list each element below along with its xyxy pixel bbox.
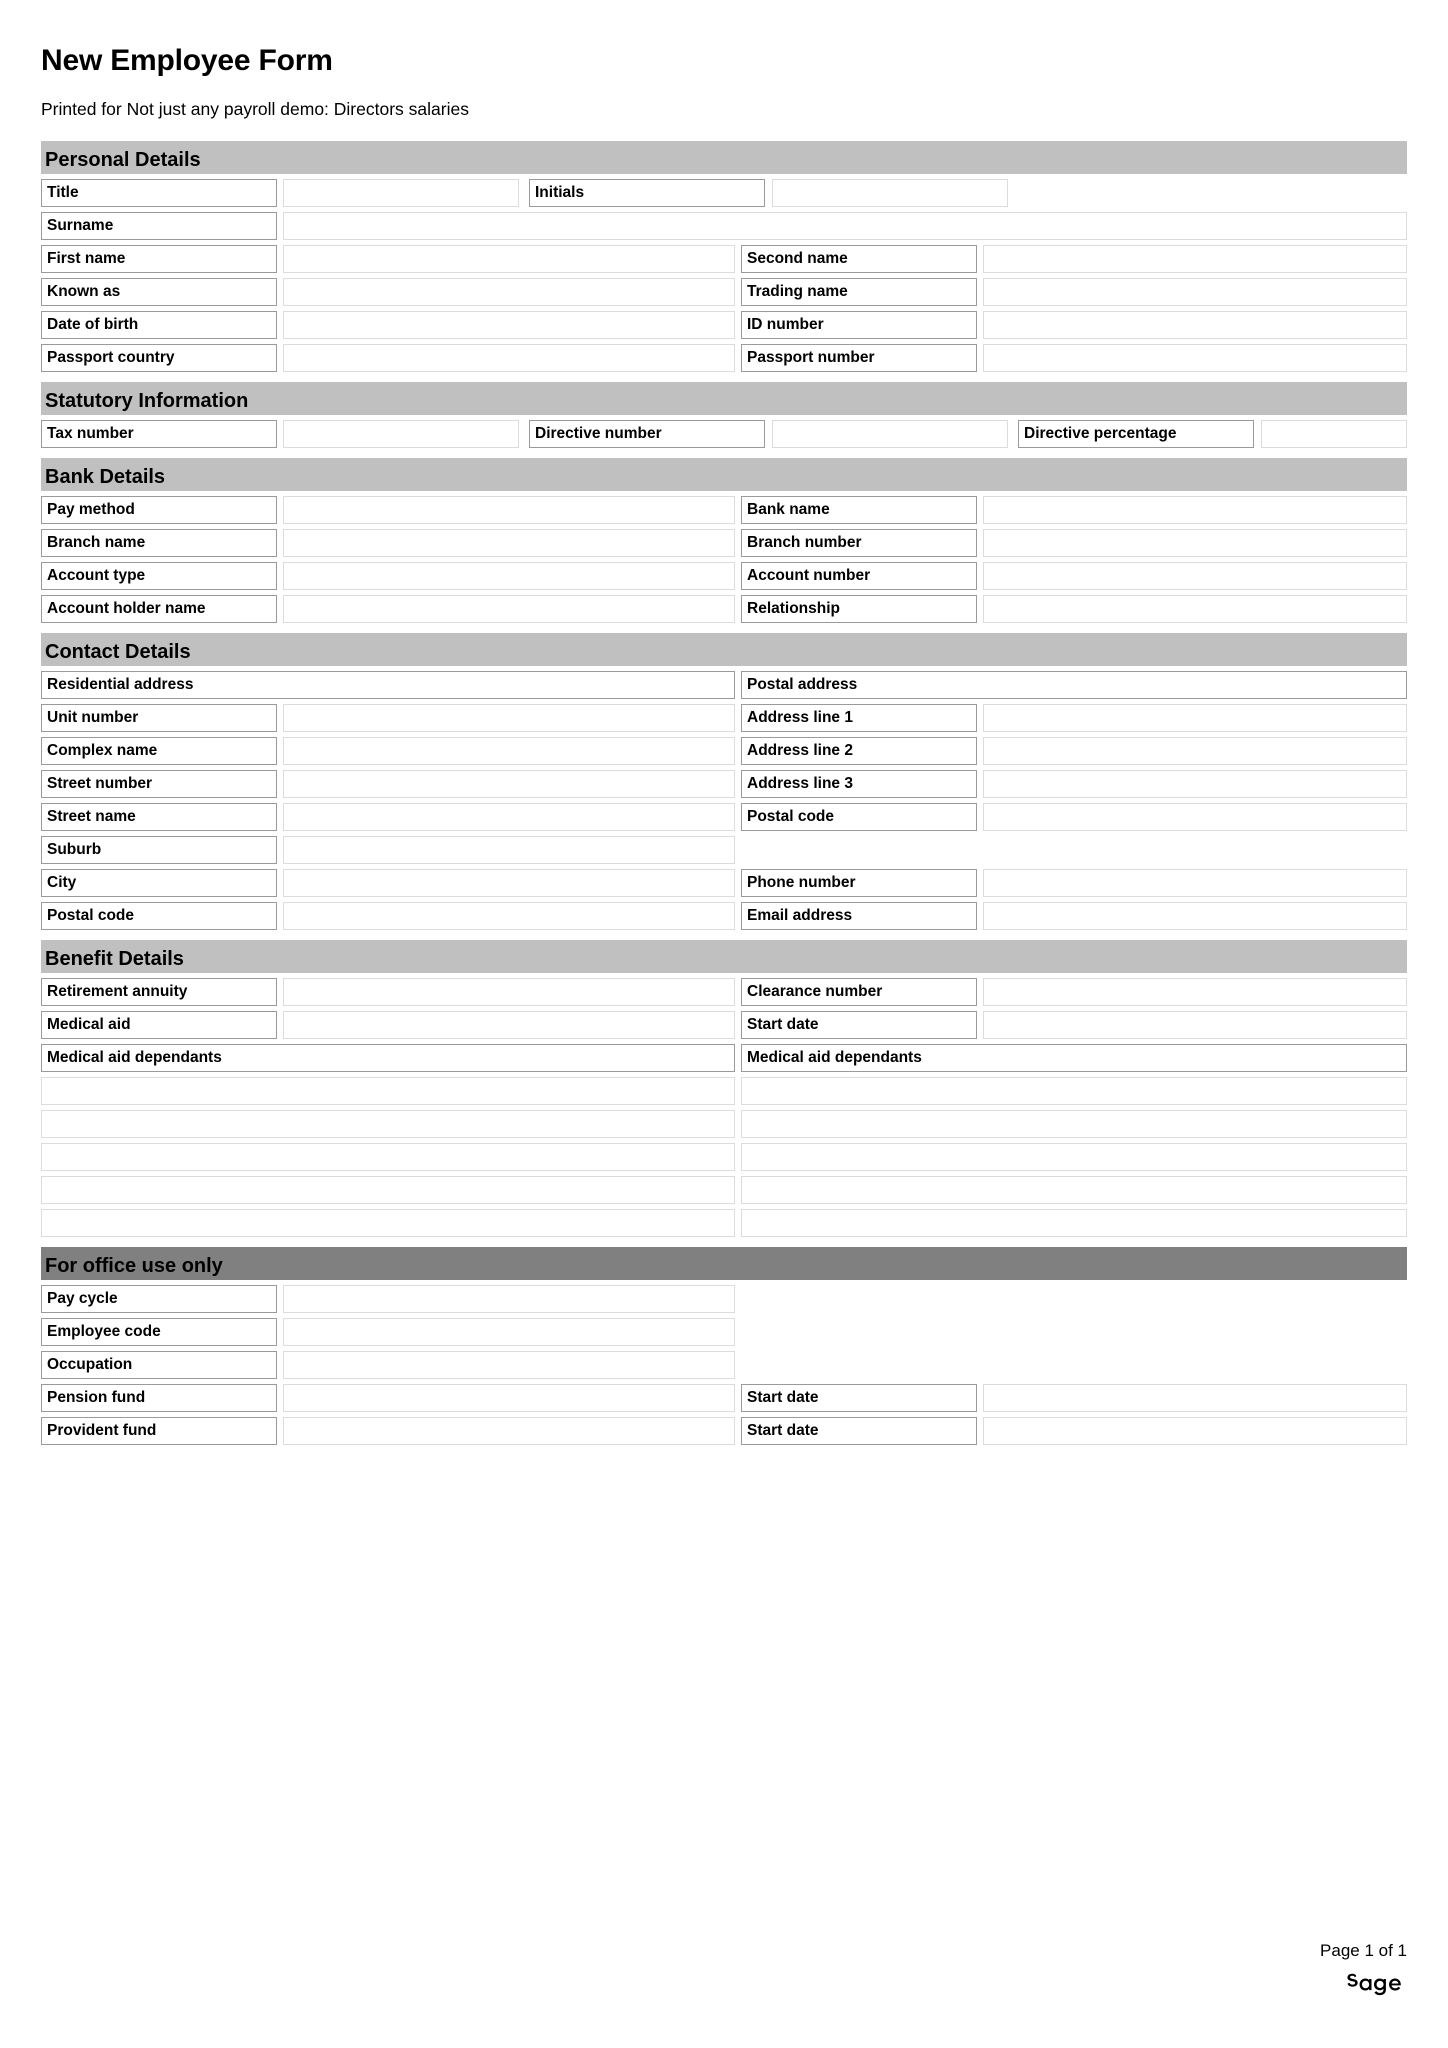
field-value-input[interactable] [283,978,735,1006]
form-row [41,1176,1407,1204]
form-row [41,212,1407,240]
dependant-entry-input[interactable] [41,1176,735,1204]
form-row [41,902,1407,930]
field-label: Directive percentage [1018,420,1254,448]
field-value-input[interactable] [983,245,1407,273]
field-label: Start date [741,1011,977,1039]
field-value-input[interactable] [283,496,735,524]
field-value-input[interactable] [283,278,735,306]
field-label: Bank name [741,496,977,524]
row-trailing-space [1008,179,1407,207]
form-row [41,1077,1407,1105]
form-row [41,1417,1407,1445]
field-label: Passport country [41,344,277,372]
field-label: Date of birth [41,311,277,339]
field-label: City [41,869,277,897]
field-label: Start date [741,1384,977,1412]
field-label: Surname [41,212,277,240]
sage-logo [1341,1969,1407,2004]
row-trailing-space [735,1351,1407,1379]
field-value-input[interactable] [983,1417,1407,1445]
field-label: Address line 1 [741,704,977,732]
field-label: Suburb [41,836,277,864]
dependant-entry-input[interactable] [741,1143,1407,1171]
field-label: Branch number [741,529,977,557]
field-value-input[interactable] [283,803,735,831]
form-row [41,1011,1407,1039]
field-label: ID number [741,311,977,339]
form-row [41,836,1407,864]
form-row [41,562,1407,590]
field-label: Street number [41,770,277,798]
field-label: Tax number [41,420,277,448]
form-row [41,529,1407,557]
field-label: Clearance number [741,978,977,1006]
page-footer [987,1941,1407,2004]
row-trailing-space [735,1318,1407,1346]
form-row [41,179,1407,207]
form-row [41,737,1407,765]
field-value-input[interactable] [283,704,735,732]
field-label: Retirement annuity [41,978,277,1006]
dependant-entry-input[interactable] [41,1077,735,1105]
section-header-personal-details: Personal Details [41,141,1407,174]
field-value-input[interactable] [983,529,1407,557]
section-header-contact-details: Contact Details [41,633,1407,666]
field-value-input[interactable] [283,1318,735,1346]
section-header-statutory-information: Statutory Information [41,382,1407,415]
field-label: Phone number [741,869,977,897]
field-value-input[interactable] [283,420,519,448]
field-value-input[interactable] [283,869,735,897]
form-row [41,496,1407,524]
form-row [41,1318,1407,1346]
form-sections [41,141,1407,1445]
field-value-input[interactable] [283,1351,735,1379]
field-value-input[interactable] [283,179,519,207]
field-value-input[interactable] [1261,420,1407,448]
form-row [41,1143,1407,1171]
field-value-input[interactable] [772,420,1008,448]
field-value-input[interactable] [283,245,735,273]
field-label: Employee code [41,1318,277,1346]
field-value-input[interactable] [983,902,1407,930]
section-subheader: Medical aid dependants [741,1044,1407,1072]
section-header-for-office-use-only: For office use only [41,1247,1407,1280]
field-value-input[interactable] [283,529,735,557]
field-label: Relationship [741,595,977,623]
field-label: Known as [41,278,277,306]
form-row [41,278,1407,306]
form-row [41,869,1407,897]
field-value-input[interactable] [283,212,1407,240]
form-row [41,595,1407,623]
field-value-input[interactable] [983,704,1407,732]
section-subheader: Postal address [741,671,1407,699]
form-row [41,1285,1407,1313]
field-label: Complex name [41,737,277,765]
dependant-entry-input[interactable] [741,1077,1407,1105]
field-value-input[interactable] [283,562,735,590]
dependant-entry-input[interactable] [41,1209,735,1237]
field-value-input[interactable] [983,311,1407,339]
field-value-input[interactable] [283,311,735,339]
field-label: Medical aid [41,1011,277,1039]
field-label: Street name [41,803,277,831]
field-label: Pay cycle [41,1285,277,1313]
field-label: Email address [741,902,977,930]
form-row [41,671,1407,699]
field-label: First name [41,245,277,273]
form-row [41,1209,1407,1237]
field-label: Branch name [41,529,277,557]
field-value-input[interactable] [983,1011,1407,1039]
field-value-input[interactable] [283,836,735,864]
field-label: Account type [41,562,277,590]
section-subheader: Medical aid dependants [41,1044,735,1072]
column-gap [519,179,529,207]
form-row [41,1351,1407,1379]
form-row [41,1110,1407,1138]
field-value-input[interactable] [983,496,1407,524]
field-label: Pay method [41,496,277,524]
dependant-entry-input[interactable] [741,1176,1407,1204]
field-value-input[interactable] [283,902,735,930]
form-row [41,1044,1407,1072]
column-gap [519,420,529,448]
form-row [41,245,1407,273]
field-label: Account holder name [41,595,277,623]
form-row [41,1384,1407,1412]
form-row [41,420,1407,448]
dependant-entry-input[interactable] [41,1110,735,1138]
column-gap [765,420,772,448]
column-gap [765,179,772,207]
row-trailing-space [735,1285,1407,1313]
field-label: Occupation [41,1351,277,1379]
page-number: Page 1 of 1 [1320,1940,1407,1960]
column-gap [1254,420,1261,448]
field-label: Initials [529,179,765,207]
field-value-input[interactable] [283,1384,735,1412]
field-value-input[interactable] [983,869,1407,897]
column-gap [1008,420,1018,448]
field-label: Account number [741,562,977,590]
field-value-input[interactable] [283,595,735,623]
field-value-input[interactable] [983,278,1407,306]
field-value-input[interactable] [283,737,735,765]
form-row [41,311,1407,339]
field-value-input[interactable] [283,1011,735,1039]
dependant-entry-input[interactable] [741,1110,1407,1138]
field-label: Provident fund [41,1417,277,1445]
field-value-input[interactable] [983,595,1407,623]
section-header-benefit-details: Benefit Details [41,940,1407,973]
page-title: New Employee Form [41,44,333,77]
form-row [41,770,1407,798]
field-value-input[interactable] [983,978,1407,1006]
section-header-bank-details: Bank Details [41,458,1407,491]
field-label: Pension fund [41,1384,277,1412]
field-value-input[interactable] [983,770,1407,798]
field-label: Address line 3 [741,770,977,798]
field-label: Postal code [41,902,277,930]
field-label: Trading name [741,278,977,306]
field-value-input[interactable] [983,803,1407,831]
dependant-entry-input[interactable] [41,1143,735,1171]
form-row [41,803,1407,831]
dependant-entry-input[interactable] [741,1209,1407,1237]
field-label: Address line 2 [741,737,977,765]
field-value-input[interactable] [283,1417,735,1445]
field-label: Unit number [41,704,277,732]
section-subheader: Residential address [41,671,735,699]
row-trailing-space [735,836,1407,864]
field-label: Start date [741,1417,977,1445]
field-value-input[interactable] [283,770,735,798]
field-value-input[interactable] [283,1285,735,1313]
field-value-input[interactable] [772,179,1008,207]
field-value-input[interactable] [983,562,1407,590]
field-label: Directive number [529,420,765,448]
form-row [41,978,1407,1006]
field-value-input[interactable] [283,344,735,372]
field-value-input[interactable] [983,737,1407,765]
field-label: Passport number [741,344,977,372]
field-value-input[interactable] [983,1384,1407,1412]
form-row [41,704,1407,732]
field-label: Second name [741,245,977,273]
page-subtitle: Printed for Not just any payroll demo: Directors salaries [41,99,469,119]
field-value-input[interactable] [983,344,1407,372]
form-row [41,344,1407,372]
field-label: Title [41,179,277,207]
field-label: Postal code [741,803,977,831]
